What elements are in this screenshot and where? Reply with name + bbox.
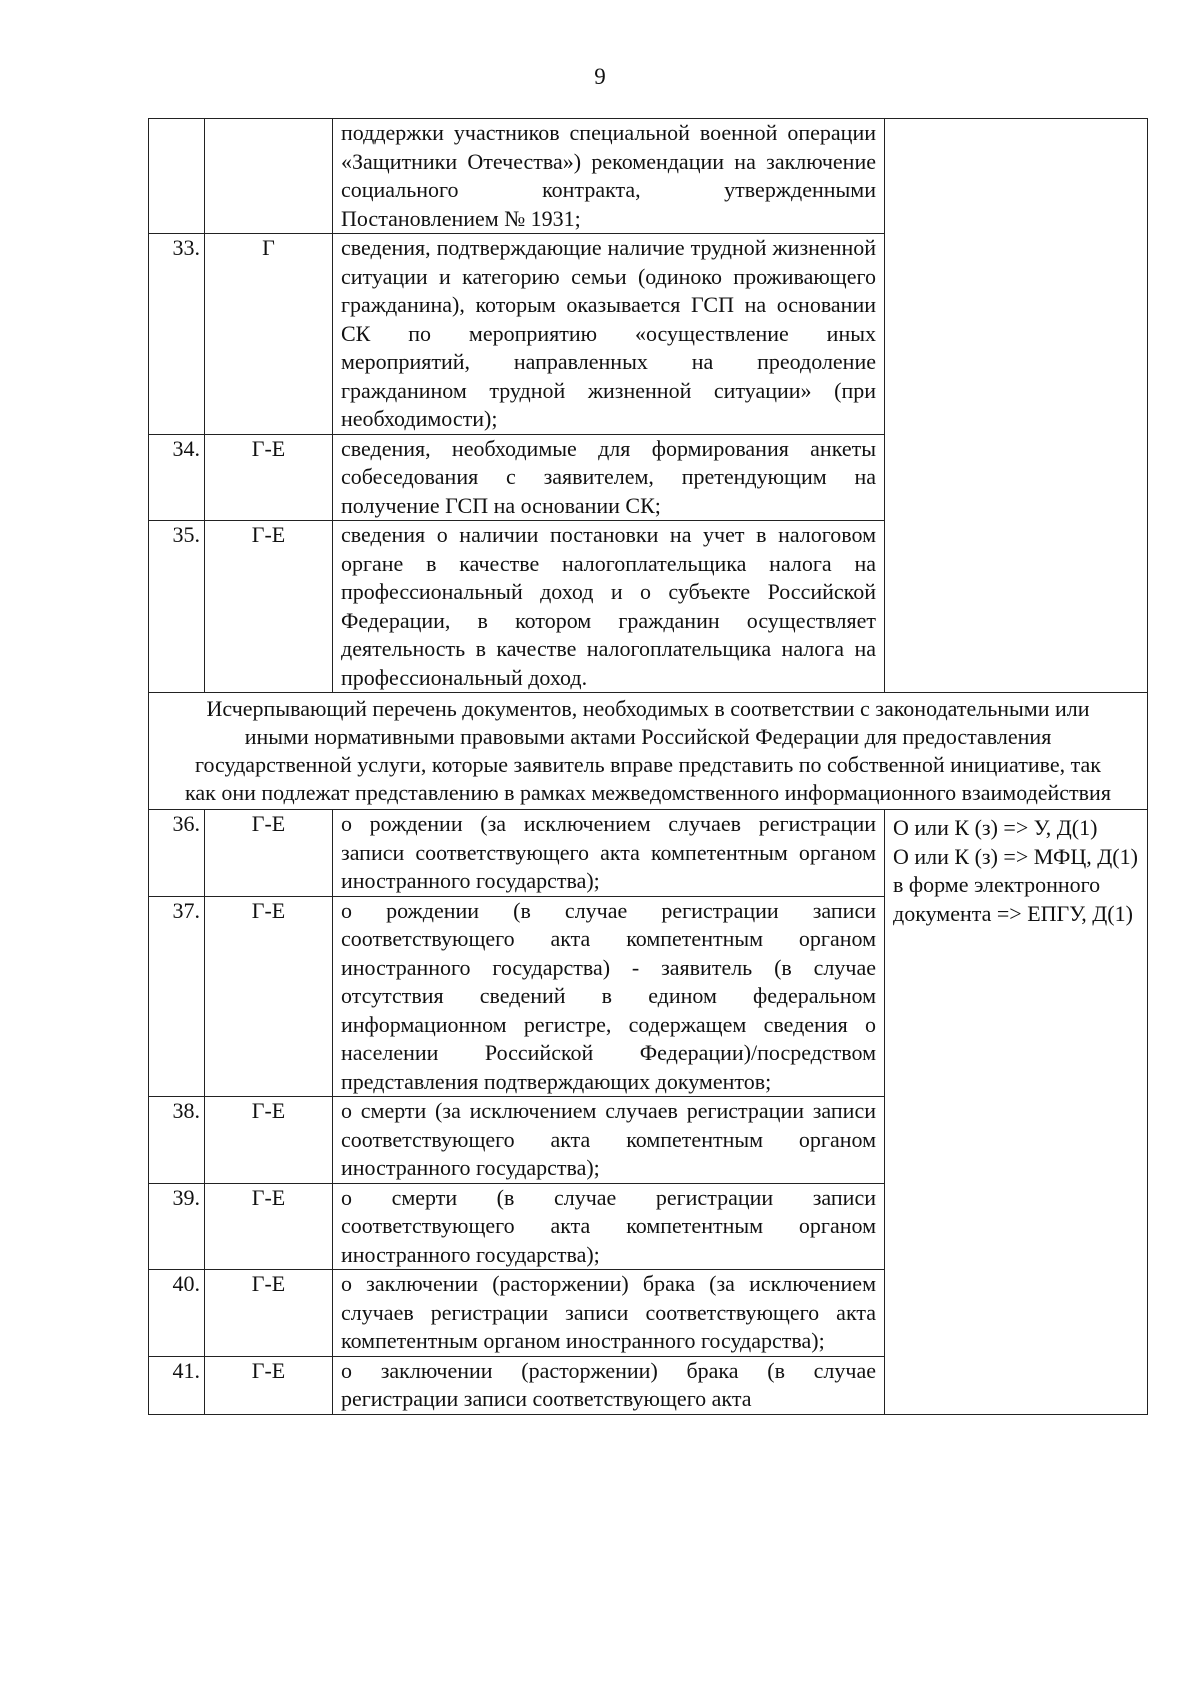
row-description: о смерти (за исключением случаев регистрации записи соответствующего акта компетентным органом иностранного государства); <box>333 1097 885 1184</box>
row-description: поддержки участников специальной военной операции «Защитники Отечества») рекомендации на заключение социального контракта, утвержденными Постановлением № 1931; <box>333 119 885 234</box>
row-description: о рождении (за исключением случаев регистрации записи соответствующего акта компетентным органом иностранного государства); <box>333 810 885 897</box>
row-code: Г-Е <box>205 896 333 1097</box>
row-number: 37. <box>149 896 205 1097</box>
table-row <box>149 810 1148 897</box>
row-description: сведения о наличии постановки на учет в налоговом органе в качестве налогоплательщика налога на профессиональный доход и о субъекте Российской Федерации, в котором гражданин осуществляет деятельность в качестве налогоплательщика налога на профессиональный доход. <box>333 521 885 693</box>
row-number: 36. <box>149 810 205 897</box>
row-code: Г <box>205 234 333 435</box>
row-description: о заключении (расторжении) брака (за исключением случаев регистрации записи соответствующего акта компетентным органом иностранного государства); <box>333 1270 885 1357</box>
row-description: о рождении (в случае регистрации записи соответствующего акта компетентным органом иностранного государства) - заявитель (в случае отсутствия сведений в едином федеральном информационном регистре, содержащем сведения о населении Российской Федерации)/посредством представления подтверждающих документов; <box>333 896 885 1097</box>
row-code: Г-Е <box>205 1097 333 1184</box>
row-code: Г-Е <box>205 1270 333 1357</box>
row-code: Г-Е <box>205 1183 333 1270</box>
row-code: Г-Е <box>205 1356 333 1414</box>
row-number <box>149 119 205 234</box>
submission-methods-cell <box>885 810 1148 1415</box>
row-description: о смерти (в случае регистрации записи соответствующего акта компетентным органом иностранного государства); <box>333 1183 885 1270</box>
row-number: 38. <box>149 1097 205 1184</box>
row-description: сведения, необходимые для формирования анкеты собеседования с заявителем, претендующим на получение ГСП на основании СК; <box>333 434 885 521</box>
page-number: 9 <box>594 64 606 89</box>
table-row <box>149 119 1148 234</box>
submission-method: в форме электронного документа => ЕПГУ, Д(1) <box>893 872 1133 926</box>
row-number: 40. <box>149 1270 205 1357</box>
empty-method-cell <box>885 119 1148 693</box>
row-code <box>205 119 333 234</box>
row-description: о заключении (расторжении) брака (в случае регистрации записи соответствующего акта <box>333 1356 885 1414</box>
row-number: 34. <box>149 434 205 521</box>
row-description: сведения, подтверждающие наличие трудной жизненной ситуации и категорию семьи (одиноко проживающего гражданина), которым оказывается ГСП на основании СК по мероприятию «осуществление иных мероприятий, направленных на преодоление гражданином трудной жизненной ситуации» (при необходимости); <box>333 234 885 435</box>
submission-method: О или К (з) => МФЦ, Д(1) <box>893 843 1138 869</box>
row-number: 39. <box>149 1183 205 1270</box>
submission-method: О или К (з) => У, Д(1) <box>893 815 1098 840</box>
row-number: 33. <box>149 234 205 435</box>
row-number: 35. <box>149 521 205 693</box>
documents-table <box>148 118 1148 1415</box>
row-number: 41. <box>149 1356 205 1414</box>
row-code: Г-Е <box>205 810 333 897</box>
row-code: Г-Е <box>205 521 333 693</box>
row-code: Г-Е <box>205 434 333 521</box>
section-heading-row <box>149 693 1148 810</box>
section-heading: Исчерпывающий перечень документов, необходимых в соответствии с законодательными или иными нормативными правовыми актами Российской Федерации для предоставления государственной услуги, которые заявитель вправе представить по собственной инициативе, так как они подлежат представлению в рамках межведомственного информационного взаимодействия <box>149 693 1148 810</box>
